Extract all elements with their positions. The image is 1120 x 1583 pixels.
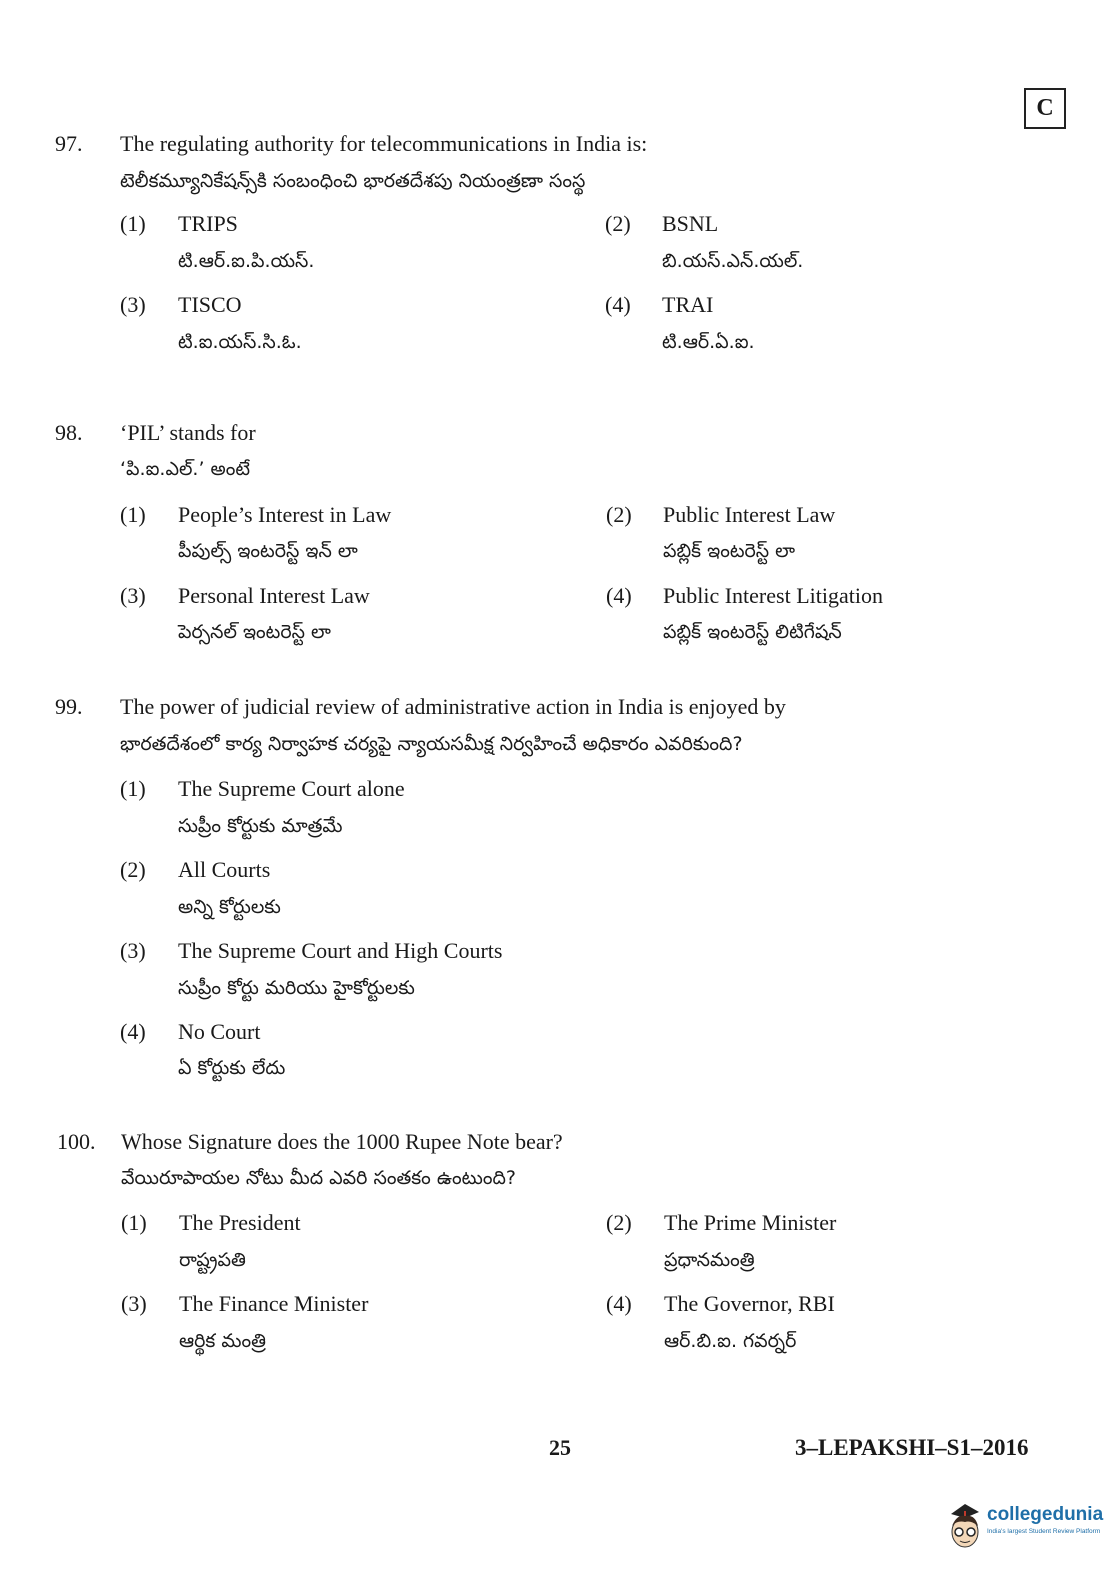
option-text-te: సుప్రీం కోర్టుకు మాత్రమే: [178, 815, 343, 837]
option-text-en: No Court: [178, 1019, 261, 1044]
option-text-te: టి.ఐ.యస్.సి.ఓ.: [178, 331, 302, 353]
option-number: (1): [120, 211, 146, 236]
page-number: 25: [549, 1435, 571, 1460]
option-text-en: All Courts: [178, 857, 271, 882]
option-text-en: BSNL: [662, 211, 719, 236]
paper-code: 3–LEPAKSHI–S1–2016: [795, 1435, 1029, 1460]
question-text-te: వేయిరూపాయల నోటు మీద ఎవరి సంతకం ఉంటుంది?: [121, 1167, 516, 1189]
option-number: (4): [606, 583, 632, 608]
option-text-en: TRIPS: [178, 211, 238, 236]
option-text-en: Public Interest Litigation: [663, 583, 883, 608]
option-text-en: The Governor, RBI: [664, 1291, 835, 1316]
option-number: (3): [121, 1291, 147, 1316]
option-number: (3): [120, 938, 146, 963]
option-text-en: Personal Interest Law: [178, 583, 370, 608]
option-text-en: The Finance Minister: [179, 1291, 369, 1316]
option-number: (4): [120, 1019, 146, 1044]
option-number: (2): [606, 502, 632, 527]
question-number: 100.: [57, 1129, 96, 1154]
question-text-te: భారతదేశంలో కార్య నిర్వాహక చర్యపై న్యాయసమీక్ష నిర్వహించే అధికారం ఎవరికుంది?: [120, 733, 743, 755]
question-text-en: The regulating authority for telecommunications in India is:: [120, 131, 648, 156]
option-text-te: టి.ఆర్.ఐ.పి.యస్.: [178, 250, 315, 272]
option-number: (2): [120, 857, 146, 882]
question-text-en: The power of judicial review of administrative action in India is enjoyed by: [120, 694, 786, 719]
mascot-icon: [945, 1500, 985, 1552]
option-text-en: The Prime Minister: [664, 1210, 837, 1235]
option-number: (3): [120, 292, 146, 317]
option-number: (1): [120, 776, 146, 801]
option-text-te: పెర్సనల్ ఇంటరెస్ట్ లా: [178, 621, 331, 643]
option-text-te: టి.ఆర్.ఏ.ఐ.: [662, 331, 755, 353]
option-text-en: Public Interest Law: [663, 502, 836, 527]
option-text-te: పబ్లిక్ ఇంటరెస్ట్ లిటిగేషన్: [663, 621, 842, 643]
option-text-te: పీపుల్స్ ఇంటరెస్ట్ ఇన్ లా: [178, 540, 358, 562]
option-number: (4): [606, 1291, 632, 1316]
question-number: 98.: [55, 420, 83, 445]
option-text-te: ప్రధానమంత్రి: [664, 1249, 755, 1271]
set-code-box: C: [1024, 88, 1066, 129]
option-text-en: The President: [179, 1210, 301, 1235]
question-text-en: ‘PIL’ stands for: [120, 420, 256, 445]
question-text-en: Whose Signature does the 1000 Rupee Note bear?: [121, 1129, 563, 1154]
brand-name: collegedunia: [987, 1504, 1104, 1525]
option-text-en: The Supreme Court alone: [178, 776, 405, 801]
option-text-te: సుప్రీం కోర్టు మరియు హైకోర్టులకు: [178, 977, 415, 999]
option-number: (3): [120, 583, 146, 608]
brand-tagline: India's largest Student Review Platform: [987, 1528, 1101, 1535]
question-number: 97.: [55, 131, 83, 156]
option-text-te: పబ్లిక్ ఇంటరెస్ట్ లా: [663, 540, 796, 562]
option-number: (1): [120, 502, 146, 527]
option-text-te: ఆర్.బి.ఐ. గవర్నర్: [664, 1330, 797, 1352]
option-text-en: TISCO: [178, 292, 242, 317]
question-text-te: ‘పి.ఐ.ఎల్.’ అంటే: [120, 458, 251, 480]
option-text-en: The Supreme Court and High Courts: [178, 938, 503, 963]
option-text-te: ఏ కోర్టుకు లేదు: [178, 1057, 286, 1079]
option-number: (1): [121, 1210, 147, 1235]
option-number: (2): [606, 1210, 632, 1235]
option-text-te: రాష్ట్రపతి: [179, 1249, 246, 1271]
question-number: 99.: [55, 694, 83, 719]
option-text-te: బి.యస్.ఎన్.యల్.: [662, 250, 804, 272]
option-text-en: People’s Interest in Law: [178, 502, 392, 527]
collegedunia-watermark: [945, 1500, 1105, 1552]
question-text-te: టెలీకమ్యూనికేషన్స్‌కి సంబంధించి భారతదేశపు నియంత్రణా సంస్థ: [120, 170, 586, 192]
option-text-te: ఆర్థిక మంత్రి: [179, 1330, 266, 1352]
option-number: (2): [605, 211, 631, 236]
option-text-en: TRAI: [662, 292, 714, 317]
option-text-te: అన్ని కోర్టులకు: [178, 896, 281, 918]
option-number: (4): [605, 292, 631, 317]
